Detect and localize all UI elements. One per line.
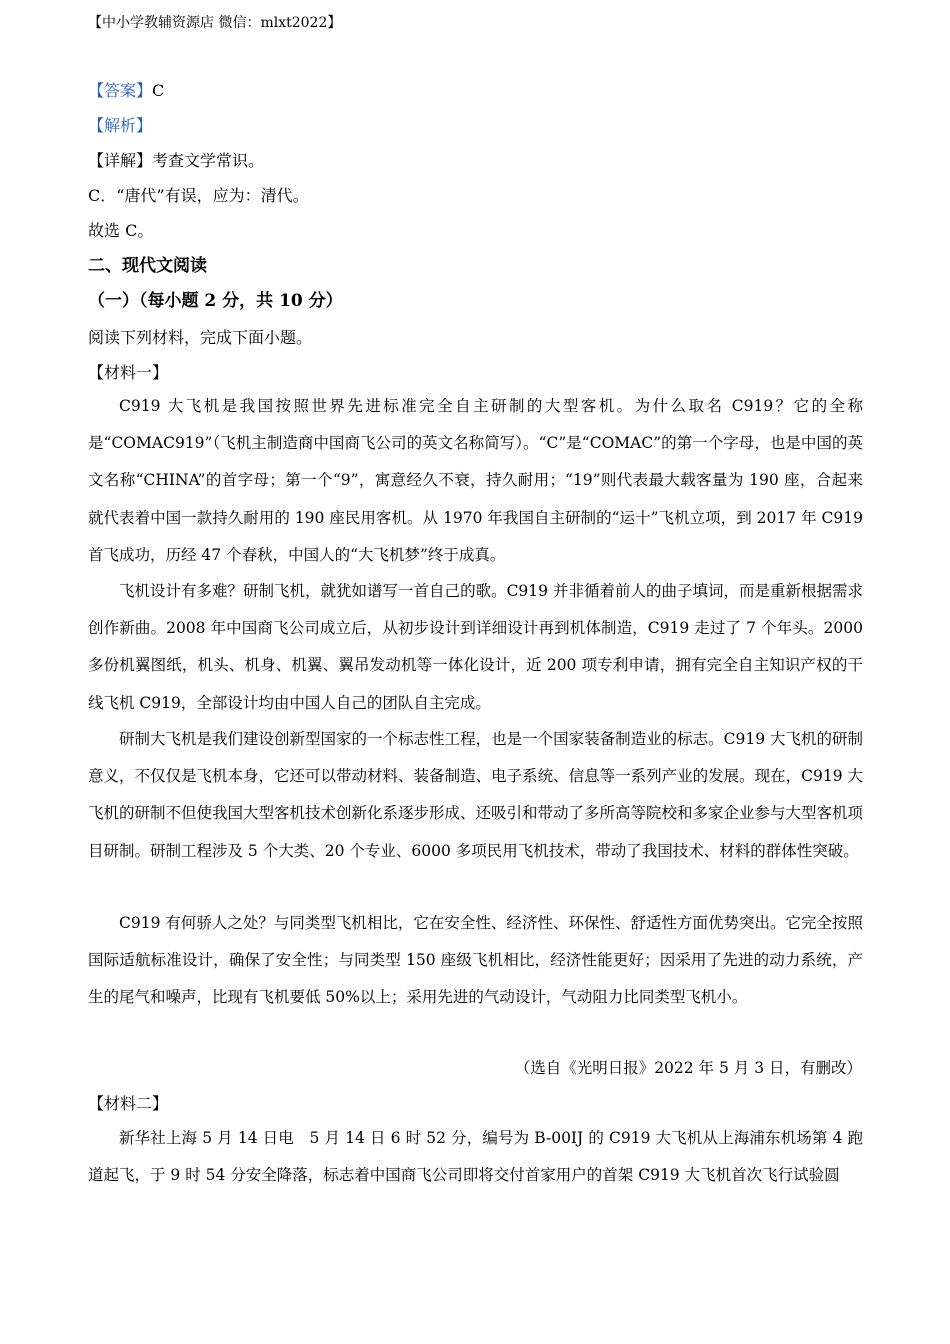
material1-paragraph-3: 研制大飞机是我们建设创新型国家的一个标志性工程，也是一个国家装备制造业的标志。C919 大飞机的研制意义，不仅仅是飞机本身，它还可以带动材料、装备制造、电子系统、信息等一系列产业的发展。现在，C919 大飞机的研制不但使我国大型客机技术创新化系逐步形成、还吸引和带动了多所高等院校和多家企业参与大型客机项目研制。研制工程涉及 5 个大类、20 个专业、6000 多项民用飞机技术，带动了我国技术、材料的群体性突破。 — [88, 730, 864, 860]
answer-value: C — [152, 81, 165, 100]
material2-label: 【材料二】 — [88, 1094, 169, 1113]
material1-paragraph-2: 飞机设计有多难？研制飞机，就犹如谱写一首自己的歌。C919 并非循着前人的曲子填词，而是重新根据需求创作新曲。2008 年中国商飞公司成立后，从初步设计到详细设计再到机体制造，C919 走过了 7 个年头。2000 多份机翼图纸，机头、机身、机翼、翼吊发动机等一体化设计，近 200 项专利申请，拥有完全自主知识产权的干线飞机 C919，全部设计均由中国人自己的团队自主完成。 — [88, 582, 863, 712]
material1-source: （选自《光明日报》2022 年 5 月 3 日，有删改） — [514, 1059, 862, 1077]
section-title: 二、现代文阅读 — [88, 256, 207, 276]
instruction-line: 阅读下列材料，完成下面小题。 — [88, 328, 313, 347]
header-note: 【中小学教辅资源店 微信：mlxt2022】 — [88, 15, 342, 31]
material1-paragraph-4: C919 有何骄人之处？与同类型飞机相比，它在安全性、经济性、环保性、舒适性方面优势突出。它完全按照国际适航标准设计，确保了安全性；与同类型 150 座级飞机相比，经济性能更好；因采用了先进的动力系统，产生的尾气和噪声，比现有飞机要低 50%以上；采用先进的气动设计，气动阻力比同类型飞机小。 — [88, 914, 863, 1007]
answer-label: 【答案】 — [88, 81, 153, 100]
conclusion-line: 故选 C。 — [88, 221, 154, 240]
material2-paragraph-1: 新华社上海 5 月 14 日电 5 月 14 日 6 时 52 分，编号为 B-00IJ 的 C919 大飞机从上海浦东机场第 4 跑道起飞，于 9 时 54 分安全降落，标志着中国商飞公司即将交付首家用户的首架 C919 大飞机首次飞行试验圆 — [88, 1129, 863, 1185]
material1-label: 【材料一】 — [88, 363, 169, 382]
option-c-line: C．“唐代”有误，应为：清代。 — [88, 186, 309, 205]
analysis-label: 【解析】 — [88, 116, 153, 135]
subsection-title: （一）（每小题 2 分，共 10 分） — [88, 291, 343, 311]
material1-paragraph-1: C919 大飞机是我国按照世界先进标准完全自主研制的大型客机。为什么取名 C919？它的全称是“COMAC919”（飞机主制造商中国商飞公司的英文名称简写）。“C”是“COMAC”的第一个字母，也是中国的英文名称“CHINA”的首字母；第一个“9”，寓意经久不衰，持久耐用；“19”则代表最大载客量为 190 座，合起来就代表着中国一款持久耐用的 190 座民用客机。从 1970 年我国自主研制的“运十”飞机立项，到 2017 年 C919 首飞成功，历经 47 个春秋，中国人的“大飞机梦”终于成真。 — [88, 397, 863, 564]
answer-line — [88, 80, 164, 102]
detail-line: 【详解】考查文学常识。 — [88, 151, 265, 170]
